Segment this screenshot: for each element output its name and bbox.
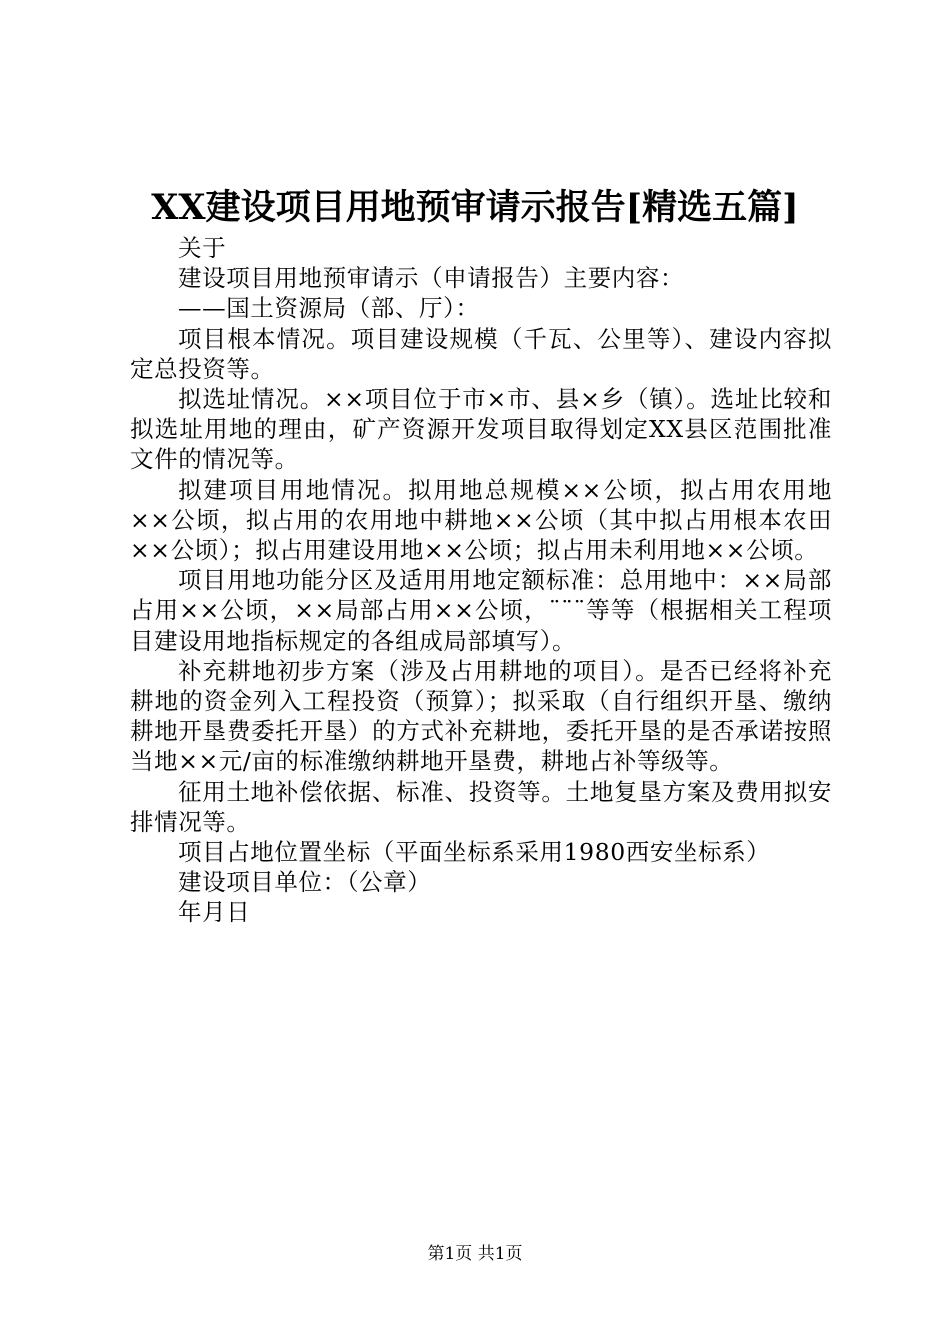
document-title: XX建设项目用地预审请示报告[精选五篇] xyxy=(151,187,799,228)
document-body xyxy=(130,233,832,928)
paragraph-land-use: 拟建项目用地情况。拟用地总规模××公顷，拟占用农用地××公顷，拟占用的农用地中耕地××公顷（其中拟占用根本农田××公顷）；拟占用建设用地××公顷；拟占用未利用地××公顷。 xyxy=(130,475,832,565)
paragraph-site-selection: 拟选址情况。××项目位于市×市、县×乡（镇）。选址比较和拟选址用地的理由，矿产资源开发项目取得划定XX县区范围批准文件的情况等。 xyxy=(130,385,832,474)
paragraph-coordinates: 项目占地位置坐标（平面坐标系采用1980西安坐标系） xyxy=(178,838,771,867)
paragraph-farmland-compensation: 补充耕地初步方案（涉及占用耕地的项目）。是否已经将补充耕地的资金列入工程投资（预算）；拟采取（自行组织开垦、缴纳耕地开垦费委托开垦）的方式补充耕地，委托开垦的是否承诺按照当地××元/亩的标准缴纳耕地开垦费，耕地占补等级等。 xyxy=(130,656,832,776)
paragraph-main-content-heading: 建设项目用地预审请示（申请报告）主要内容： xyxy=(178,264,685,293)
paragraph-date: 年月日 xyxy=(178,898,251,927)
paragraph-about: 关于 xyxy=(178,234,227,262)
paragraph-addressee: ——国土资源局（部、厅）： xyxy=(178,294,480,323)
paragraph-unit-seal: 建设项目单位：（公章） xyxy=(178,868,432,897)
page-footer: 第1页 共1页 xyxy=(427,1244,523,1264)
paragraph-land-requisition: 征用土地补偿依据、标准、投资等。土地复垦方案及费用拟安排情况等。 xyxy=(130,777,832,836)
paragraph-project-basics: 项目根本情况。项目建设规模（千瓦、公里等）、建设内容拟定总投资等。 xyxy=(130,324,832,383)
paragraph-functional-zoning: 项目用地功能分区及适用用地定额标准：总用地中：××局部占用××公顷，××局部占用××公顷，¨¨¨等等（根据相关工程项目建设用地指标规定的各组成局部填写）。 xyxy=(130,566,832,655)
